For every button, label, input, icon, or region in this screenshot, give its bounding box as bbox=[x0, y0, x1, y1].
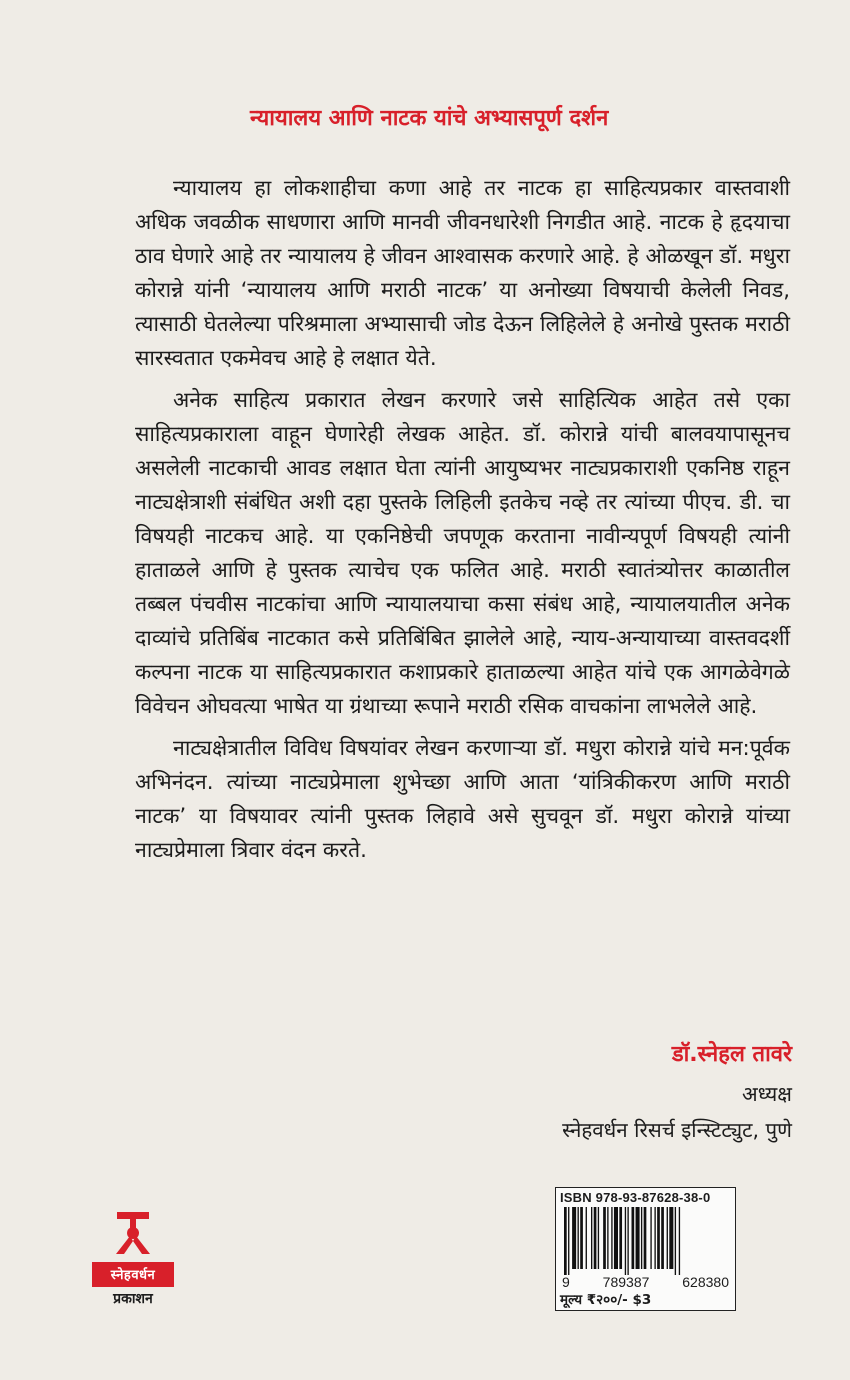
barcode-bar bbox=[586, 1207, 587, 1269]
barcode-bar bbox=[679, 1207, 680, 1275]
isbn-barcode-box bbox=[555, 1187, 736, 1311]
paragraph-1: न्यायालय हा लोकशाहीचा कणा आहे तर नाटक हा साहित्यप्रकार वास्तवाशी अधिक जवळीक साधणारा आणि मानवी जीवनधारेशी निगडीत आहे. नाटक हे हृदयाचा ठाव घेणारे आहे तर न्यायालय हे जीवन आश्वासक करणारे आहे. हे ओळखून डॉ. मधुरा कोरान्ने यांनी ‘न्यायालय आणि मराठी नाटक’ या अनोख्या विषयाची केलेली निवड, त्यासाठी घेतलेल्या परिश्रमाला अभ्यासाची जोड देऊन लिहिलेले हे अनोखे पुस्तक मराठी सारस्वतात एकमेवच आहे हे लक्षात येते. bbox=[135, 176, 790, 371]
barcode-bar bbox=[598, 1207, 599, 1269]
signatory-name: डॉ.स्नेहल तावरे bbox=[671, 1042, 792, 1067]
barcode-bar bbox=[669, 1207, 673, 1269]
paragraph-3: नाट्यक्षेत्रातील विविध विषयांवर लेखन करणाऱ्या डॉ. मधुरा कोरान्ने यांचे मन:पूर्वक अभिनंदन. त्यांच्या नाट्यप्रेमाला शुभेच्छा आणि आता ‘यांत्रिकीकरण आणि मराठी नाटक’ या विषयावर त्यांनी पुस्तक लिहावे असे सुचवून डॉ. मधुरा कोरान्ने यांच्या नाट्यप्रेमाला त्रिवार वंदन करते. bbox=[135, 736, 790, 863]
barcode-bar bbox=[568, 1207, 569, 1275]
barcode-digits bbox=[560, 1275, 731, 1289]
signatory-role: अध्यक्ष bbox=[742, 1082, 792, 1106]
barcode-bar bbox=[650, 1207, 651, 1269]
barcode-bar bbox=[578, 1207, 579, 1269]
barcode-bar bbox=[594, 1207, 597, 1269]
price-label: मूल्य ₹२००/- $3 bbox=[560, 1292, 652, 1308]
barcode-bar bbox=[667, 1207, 668, 1269]
barcode-bar bbox=[644, 1207, 647, 1269]
barcode-bar bbox=[580, 1207, 583, 1269]
barcode-bar bbox=[572, 1207, 576, 1269]
barcode-bar bbox=[603, 1207, 606, 1269]
barcode-bar bbox=[625, 1207, 626, 1275]
paragraph-2: अनेक साहित्य प्रकारात लेखन करणारे जसे साहित्यिक आहेत तसे एका साहित्यप्रकाराला वाहून घेणारेही लेखक आहेत. डॉ. कोरान्ने यांची बालवयापासूनच असलेली नाटकाची आवड लक्षात घेता त्यांनी आयुष्यभर नाट्यप्रकाराशी एकनिष्ठ राहून नाट्यक्षेत्राशी संबंधित अशी दहा पुस्तके लिहिली इतकेच नव्हे तर त्यांच्या पीएच. डी. चा विषयही नाटकच आहे. या एकनिष्ठेची जपणूक करताना नावीन्यपूर्ण विषयही त्यांनी हाताळले आणि हे पुस्तक त्याचेच एक फलित आहे. मराठी स्वातंत्र्योत्तर काळातील तब्बल पंचवीस नाटकांचा आणि न्यायालयाचा कसा संबंध आहे, न्यायालयातील अनेक दाव्यांचे प्रतिबिंब नाटकात कसे प्रतिबिंबित झालेले आहे, न्याय-अन्यायाच्या वास्तवदर्शी कल्पना नाटक या साहित्यप्रकारात कशाप्रकारे हाताळल्या आहेत यांचे एक आगळेवेगळे विवेचन ओघवत्या भाषेत या ग्रंथाच्या रूपाने मराठी रसिक वाचकांना लाभलेले आहे. bbox=[135, 388, 790, 719]
barcode-digits-left: 789387 bbox=[602, 1274, 650, 1290]
barcode-bar bbox=[614, 1207, 618, 1269]
barcode-bar bbox=[657, 1207, 660, 1269]
barcode-bar bbox=[675, 1207, 676, 1275]
signatory-org: स्नेहवर्धन रिसर्च इन्स्टिट्युट, पुणे bbox=[562, 1118, 792, 1142]
barcode-bar bbox=[591, 1207, 592, 1269]
isbn-label: ISBN 978-93-87628-38-0 bbox=[560, 1190, 711, 1205]
barcode-bar bbox=[564, 1207, 567, 1275]
barcode-bar bbox=[641, 1207, 642, 1269]
barcode-bar bbox=[619, 1207, 622, 1269]
barcode-bar bbox=[636, 1207, 640, 1269]
publisher-logo bbox=[92, 1212, 174, 1308]
barcode-bar bbox=[611, 1207, 612, 1269]
barcode-bar bbox=[632, 1207, 635, 1269]
barcode-bar bbox=[627, 1207, 628, 1275]
publisher-name: स्नेहवर्धन bbox=[92, 1262, 174, 1287]
barcode-digit-lead: 9 bbox=[562, 1274, 570, 1290]
barcode-icon bbox=[560, 1207, 731, 1275]
publisher-logo-icon bbox=[113, 1212, 153, 1254]
blurb-text bbox=[135, 172, 790, 876]
barcode-bar bbox=[607, 1207, 608, 1269]
barcode-digits-right: 628380 bbox=[682, 1274, 729, 1290]
publisher-sub: प्रकाशन bbox=[113, 1291, 153, 1307]
signature-block bbox=[562, 1038, 792, 1148]
barcode-bar bbox=[654, 1207, 655, 1269]
barcode-bar bbox=[661, 1207, 664, 1269]
headline: न्यायालय आणि नाटक यांचे अभ्यासपूर्ण दर्शन bbox=[250, 106, 609, 131]
